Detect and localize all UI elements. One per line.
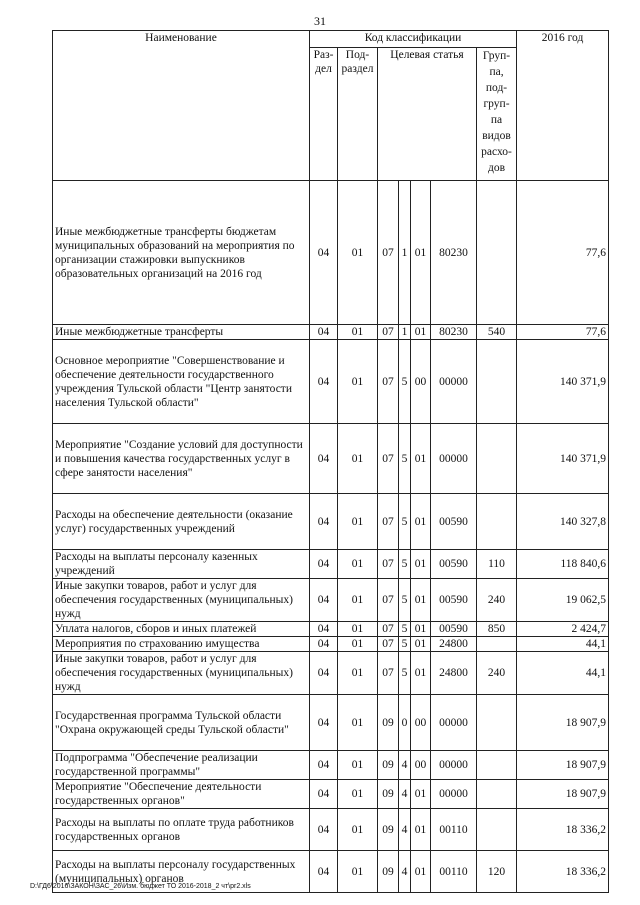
header-expense-group: Груп- па, под- груп- па видов расхо- дов [477, 48, 517, 181]
row-target-subprogram: 1 [399, 325, 411, 340]
row-subsection: 01 [338, 579, 378, 622]
row-subsection: 01 [338, 424, 378, 494]
row-target-program: 07 [378, 325, 399, 340]
header-name: Наименование [53, 31, 310, 181]
page-number: 31 [314, 14, 326, 28]
row-target-subprogram: 4 [399, 751, 411, 780]
row-target-event: 01 [411, 494, 431, 550]
row-target-program: 07 [378, 637, 399, 652]
row-target-direction: 00110 [431, 851, 477, 893]
row-expense-group [477, 181, 517, 325]
row-target-subprogram: 5 [399, 637, 411, 652]
row-expense-group [477, 494, 517, 550]
header-target-article: Целевая статья [378, 48, 477, 181]
row-name: Иные межбюджетные трансферты бюджетам муниципальных образований на мероприятия по организации стажировки выпускников образовательных организаций на 2016 год [53, 181, 310, 325]
row-section: 04 [310, 809, 338, 851]
row-target-subprogram: 1 [399, 181, 411, 325]
row-amount: 18 907,9 [517, 751, 609, 780]
row-section: 04 [310, 780, 338, 809]
row-target-subprogram: 5 [399, 424, 411, 494]
row-subsection: 01 [338, 695, 378, 751]
table-row [53, 622, 609, 637]
row-amount: 18 336,2 [517, 851, 609, 893]
row-target-event: 00 [411, 751, 431, 780]
row-target-program: 07 [378, 340, 399, 424]
row-target-direction: 00000 [431, 340, 477, 424]
row-expense-group [477, 809, 517, 851]
row-expense-group [477, 340, 517, 424]
row-target-event: 01 [411, 652, 431, 695]
row-target-subprogram: 4 [399, 780, 411, 809]
row-amount: 140 327,8 [517, 494, 609, 550]
row-section: 04 [310, 637, 338, 652]
row-section: 04 [310, 751, 338, 780]
table-row [53, 652, 609, 695]
table-row [53, 325, 609, 340]
row-target-program: 07 [378, 579, 399, 622]
row-target-event: 01 [411, 851, 431, 893]
row-expense-group [477, 780, 517, 809]
row-target-direction: 00590 [431, 579, 477, 622]
row-expense-group: 540 [477, 325, 517, 340]
table-row [53, 751, 609, 780]
row-name: Расходы на выплаты персоналу государственных (муниципальных) органов [53, 851, 310, 893]
row-target-event: 01 [411, 637, 431, 652]
header-subsection: Под- раздел [338, 48, 378, 181]
row-amount: 140 371,9 [517, 340, 609, 424]
row-target-program: 07 [378, 652, 399, 695]
row-expense-group: 850 [477, 622, 517, 637]
row-target-subprogram: 5 [399, 550, 411, 579]
table-row [53, 181, 609, 325]
row-target-program: 09 [378, 695, 399, 751]
row-target-subprogram: 0 [399, 695, 411, 751]
header-section: Раз- дел [310, 48, 338, 181]
row-target-event: 01 [411, 579, 431, 622]
row-name: Мероприятия по страхованию имущества [53, 637, 310, 652]
row-target-event: 00 [411, 695, 431, 751]
row-amount: 18 907,9 [517, 780, 609, 809]
table-row [53, 637, 609, 652]
row-section: 04 [310, 494, 338, 550]
row-target-direction: 00000 [431, 424, 477, 494]
row-target-event: 01 [411, 780, 431, 809]
row-target-subprogram: 5 [399, 652, 411, 695]
row-subsection: 01 [338, 181, 378, 325]
row-name: Иные межбюджетные трансферты [53, 325, 310, 340]
row-section: 04 [310, 181, 338, 325]
row-target-program: 09 [378, 780, 399, 809]
row-name: Мероприятие "Обеспечение деятельности государственных органов" [53, 780, 310, 809]
row-subsection: 01 [338, 751, 378, 780]
row-section: 04 [310, 424, 338, 494]
row-target-program: 07 [378, 181, 399, 325]
row-target-direction: 80230 [431, 181, 477, 325]
budget-table [52, 30, 609, 893]
row-section: 04 [310, 695, 338, 751]
row-subsection: 01 [338, 809, 378, 851]
table-row [53, 695, 609, 751]
row-section: 04 [310, 550, 338, 579]
row-target-subprogram: 4 [399, 851, 411, 893]
table-row [53, 494, 609, 550]
row-target-subprogram: 5 [399, 622, 411, 637]
row-section: 04 [310, 325, 338, 340]
row-target-event: 01 [411, 550, 431, 579]
row-target-subprogram: 5 [399, 494, 411, 550]
row-amount: 18 336,2 [517, 809, 609, 851]
row-target-event: 01 [411, 181, 431, 325]
row-amount: 2 424,7 [517, 622, 609, 637]
row-subsection: 01 [338, 652, 378, 695]
row-target-event: 01 [411, 424, 431, 494]
row-target-event: 00 [411, 340, 431, 424]
row-target-event: 01 [411, 622, 431, 637]
row-expense-group: 240 [477, 579, 517, 622]
row-target-program: 07 [378, 550, 399, 579]
header-code-group: Код классификации [310, 31, 517, 48]
row-target-direction: 00000 [431, 780, 477, 809]
row-amount: 44,1 [517, 637, 609, 652]
row-target-direction: 00000 [431, 695, 477, 751]
row-amount: 118 840,6 [517, 550, 609, 579]
row-name: Основное мероприятие "Совершенствование и обеспечение деятельности государственного учреждения Тульской области "Центр занятости населения Тульской области" [53, 340, 310, 424]
table-row [53, 780, 609, 809]
row-expense-group: 240 [477, 652, 517, 695]
row-expense-group [477, 751, 517, 780]
row-section: 04 [310, 622, 338, 637]
row-name: Подпрограмма "Обеспечение реализации государственной программы" [53, 751, 310, 780]
file-path-footer: D:\ГД6\2016\ЗАКОН\ЗАС_26\Изм. бюджет ТО 2016-2018_2 чт\pr2.xls [30, 883, 251, 890]
row-amount: 19 062,5 [517, 579, 609, 622]
row-section: 04 [310, 851, 338, 893]
row-target-direction: 24800 [431, 637, 477, 652]
row-section: 04 [310, 652, 338, 695]
row-expense-group: 120 [477, 851, 517, 893]
row-target-direction: 24800 [431, 652, 477, 695]
row-name: Иные закупки товаров, работ и услуг для обеспечения государственных (муниципальных) нужд [53, 652, 310, 695]
header-year: 2016 год [517, 31, 609, 181]
row-expense-group [477, 424, 517, 494]
row-name: Расходы на выплаты по оплате труда работников государственных органов [53, 809, 310, 851]
table-row [53, 424, 609, 494]
row-target-direction: 00110 [431, 809, 477, 851]
row-name: Государственная программа Тульской области "Охрана окружающей среды Тульской области" [53, 695, 310, 751]
row-subsection: 01 [338, 340, 378, 424]
row-amount: 77,6 [517, 325, 609, 340]
row-target-direction: 00000 [431, 751, 477, 780]
row-subsection: 01 [338, 622, 378, 637]
row-target-direction: 00590 [431, 550, 477, 579]
row-name: Расходы на обеспечение деятельности (оказание услуг) государственных учреждений [53, 494, 310, 550]
row-expense-group [477, 695, 517, 751]
row-amount: 140 371,9 [517, 424, 609, 494]
row-section: 04 [310, 340, 338, 424]
row-target-subprogram: 5 [399, 340, 411, 424]
row-target-program: 07 [378, 494, 399, 550]
row-target-subprogram: 4 [399, 809, 411, 851]
table-row [53, 809, 609, 851]
row-target-program: 07 [378, 424, 399, 494]
row-subsection: 01 [338, 550, 378, 579]
row-subsection: 01 [338, 780, 378, 809]
row-target-program: 07 [378, 622, 399, 637]
row-amount: 44,1 [517, 652, 609, 695]
row-subsection: 01 [338, 325, 378, 340]
row-expense-group: 110 [477, 550, 517, 579]
row-amount: 18 907,9 [517, 695, 609, 751]
table-row [53, 579, 609, 622]
row-target-program: 09 [378, 851, 399, 893]
row-target-direction: 80230 [431, 325, 477, 340]
table-row [53, 340, 609, 424]
row-name: Расходы на выплаты персоналу казенных учреждений [53, 550, 310, 579]
row-subsection: 01 [338, 637, 378, 652]
row-target-event: 01 [411, 809, 431, 851]
row-name: Мероприятие "Создание условий для доступности и повышения качества государственных услуг в сфере занятости населения" [53, 424, 310, 494]
row-expense-group [477, 637, 517, 652]
row-amount: 77,6 [517, 181, 609, 325]
row-target-direction: 00590 [431, 494, 477, 550]
row-subsection: 01 [338, 494, 378, 550]
row-name: Уплата налогов, сборов и иных платежей [53, 622, 310, 637]
row-target-subprogram: 5 [399, 579, 411, 622]
row-subsection: 01 [338, 851, 378, 893]
row-target-direction: 00590 [431, 622, 477, 637]
table-row [53, 550, 609, 579]
row-section: 04 [310, 579, 338, 622]
row-target-program: 09 [378, 809, 399, 851]
row-target-event: 01 [411, 325, 431, 340]
row-name: Иные закупки товаров, работ и услуг для обеспечения государственных (муниципальных) нужд [53, 579, 310, 622]
row-target-program: 09 [378, 751, 399, 780]
